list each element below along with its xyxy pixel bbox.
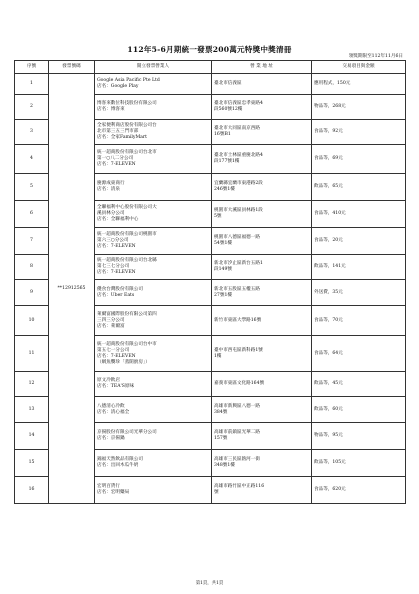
header-invoice-number: 發票號碼 (49, 61, 95, 74)
address-line: 1樓 (214, 353, 222, 359)
row-item-amount: 食品等，64元 (312, 336, 406, 372)
row-seller (95, 255, 212, 280)
address-line: 157號 (214, 436, 228, 441)
seller-line: 統一超商股份有限公司台中市 (97, 341, 157, 347)
row-serial: 11 (15, 336, 49, 372)
row-address (212, 397, 312, 423)
row-address (212, 477, 312, 504)
address-line: 臺中市西屯區新科路1號 (214, 347, 263, 353)
table-header-row (15, 61, 406, 74)
row-item-amount: 應用程式，150元 (312, 74, 406, 95)
row-seller (95, 423, 212, 450)
address-line: 宜蘭縣宜蘭市東港路2段 (214, 181, 263, 186)
row-address (212, 174, 312, 201)
address-line: 新竹市東區大學路16號 (214, 317, 262, 323)
address-line: 高雄市新興區八德一路 (214, 403, 260, 409)
header-serial: 序號 (15, 61, 49, 74)
row-seller (95, 228, 212, 255)
seller-line: 萊爾富國際股份有限公司第四 (97, 311, 157, 317)
row-item-amount: 食品等，92元 (312, 120, 406, 145)
address-line: 246號1樓 (214, 187, 235, 192)
seller-line: 店名：萊爾富 (97, 323, 125, 329)
row-serial: 14 (15, 423, 49, 450)
seller-line: 京揚股份有限公司光華分公司 (97, 430, 157, 435)
seller-line: 統一超商股份有限公司台北市 (97, 150, 157, 155)
row-address (212, 372, 312, 397)
seller-line: 第六三○分公司 (97, 238, 129, 243)
seller-line: （網魚饗珍「蒸開廚房」） (97, 359, 150, 365)
row-item-amount: 食品等，20元 (312, 228, 406, 255)
row-item-amount: 飲品等，141元 (312, 255, 406, 280)
page-footer: 第1頁，共1頁 (195, 581, 224, 586)
row-address (212, 255, 312, 280)
seller-line: 溪員林分公司 (97, 211, 125, 216)
seller-line: Google Asia Pacific Pte Ltd (97, 78, 160, 83)
address-line: 高雄市前鎮區光華二路 (214, 430, 260, 435)
seller-line: 店名：清心福全 (97, 409, 130, 415)
seller-line: 全家便利商店股份有限公司台 (97, 123, 157, 128)
row-item-amount: 飲品等，65元 (312, 174, 406, 201)
address-line: 16號B1 (214, 132, 231, 137)
row-serial: 15 (15, 450, 49, 477)
row-seller (95, 372, 212, 397)
seller-line: 優食台灣股份有限公司 (97, 286, 143, 292)
row-serial: 10 (15, 306, 49, 336)
address-line: 5號 (214, 214, 222, 219)
address-line: 27號1樓 (214, 292, 232, 298)
seller-line: 北市第三五三門市部 (97, 129, 139, 134)
address-line: 54號1樓 (214, 241, 232, 246)
row-serial: 2 (15, 95, 49, 120)
seller-line: 第五七一分公司 (97, 347, 130, 353)
row-seller (95, 95, 212, 120)
row-seller (95, 201, 212, 228)
row-item-amount: 物品等，268元 (312, 95, 406, 120)
seller-line: 八德清心冷飲 (97, 403, 125, 409)
seller-line: 店名：7-ELEVEN (97, 353, 136, 359)
address-line: 348號1樓 (214, 463, 235, 468)
page-title: 112年5-6月期統一發票200萬元特獎中獎清冊 (127, 45, 292, 54)
address-line: 嘉義市東區文化路164號 (214, 381, 265, 386)
row-item-amount: 食品等，410元 (312, 201, 406, 228)
row-serial: 9 (15, 280, 49, 306)
row-seller (95, 120, 212, 145)
row-item-amount: 食品等，620元 (312, 477, 406, 504)
row-address (212, 120, 312, 145)
seller-line: 宏明百貨行 (97, 484, 120, 489)
row-address (212, 280, 312, 306)
address-line: 段149號 (214, 267, 232, 272)
seller-line: 店名：出回木瓜牛奶 (97, 463, 139, 468)
row-item-amount: 食品等，70元 (312, 306, 406, 336)
seller-line: 店名：TEA'S原味 (97, 384, 135, 389)
seller-line: 店名：Uber Eats (97, 292, 135, 298)
row-serial: 3 (15, 120, 49, 145)
row-item-amount: 飲品等，105元 (312, 450, 406, 477)
header-seller: 開立發票營業人 (95, 61, 212, 74)
seller-line: 店名：Google Play (97, 84, 139, 89)
seller-line: 錦福天然飲品有限公司 (97, 457, 143, 462)
row-seller (95, 74, 212, 95)
row-seller (95, 450, 212, 477)
row-serial: 1 (15, 74, 49, 95)
header-item-amount: 交易項目與金額 (312, 61, 406, 74)
seller-line: 店名：全家FamilyMart (97, 135, 147, 140)
seller-line: 統一超商股份有限公司台北縣 (97, 258, 157, 263)
row-address (212, 228, 312, 255)
claim-deadline-note: 領獎期限至112年11月6日 (348, 54, 403, 59)
row-serial: 8 (15, 255, 49, 280)
row-seller (95, 397, 212, 423)
table-row (15, 74, 406, 95)
seller-line: 店名：7-ELEVEN (97, 244, 136, 249)
address-line: 號 (214, 490, 219, 495)
address-line: 桃園市八德區福德一路 (214, 235, 260, 240)
seller-line: 店名：7-ELEVEN (97, 270, 136, 275)
row-serial: 16 (15, 477, 49, 504)
row-address (212, 74, 312, 95)
row-address (212, 145, 312, 174)
seller-line: 統一超商股份有限公司桃園市 (97, 232, 157, 237)
row-seller (95, 174, 212, 201)
seller-line: 店名：宏明藥局 (97, 490, 130, 495)
row-serial: 13 (15, 397, 49, 423)
row-seller (95, 477, 212, 504)
address-line: 高雄市路竹區中正路116 (214, 484, 265, 489)
row-seller (95, 336, 212, 372)
seller-line: 博客來數位科技股份有限公司 (97, 101, 157, 106)
row-item-amount: 食品等，69元 (312, 145, 406, 174)
row-address (212, 306, 312, 336)
address-line: 臺北市士林區重慶北路4 (214, 153, 263, 158)
row-seller (95, 306, 212, 336)
header-address: 營 業 地 址 (212, 61, 312, 74)
row-item-amount: 飲品等，45元 (312, 372, 406, 397)
row-seller (95, 145, 212, 174)
row-address (212, 201, 312, 228)
row-item-amount: 外送費，35元 (312, 280, 406, 306)
row-item-amount: 物品等，95元 (312, 423, 406, 450)
seller-line: 三四三分公司 (97, 317, 125, 323)
address-line: 新北市汐止區新台五路1 (214, 261, 263, 266)
row-serial: 7 (15, 228, 49, 255)
seller-line: 第七三七分公司 (97, 264, 130, 269)
seller-line: 店名：7-ELEVEN (97, 162, 136, 167)
address-line: 高雄市三民區熱河一街 (214, 457, 260, 462)
winners-table (14, 60, 406, 504)
seller-line: 店名：博客來 (97, 107, 125, 112)
row-item-amount: 飲品等，60元 (312, 397, 406, 423)
seller-line: 第一○八二分公司 (97, 156, 134, 161)
address-line: 臺北市信義區 (214, 81, 242, 86)
address-line: 桃園市大溪區員林路1段 (214, 208, 263, 213)
row-serial: 5 (15, 174, 49, 201)
invoice-number: **12912565 (49, 74, 95, 504)
row-serial: 6 (15, 201, 49, 228)
row-serial: 4 (15, 145, 49, 174)
seller-line: 全聯福利中心股份有限公司大 (97, 205, 157, 210)
address-line: 段560號12樓 (214, 107, 243, 112)
address-line: 384號 (214, 409, 228, 415)
seller-line: 慶源成東商行 (97, 181, 125, 186)
seller-line: 原文冷飲店 (97, 378, 120, 383)
address-line: 臺北市大同區南京西路 (214, 126, 260, 131)
row-address (212, 336, 312, 372)
row-address (212, 95, 312, 120)
seller-line: 店名：京揚鍋 (97, 436, 125, 441)
seller-line: 店名：清泉 (97, 187, 120, 192)
address-line: 臺北市信義區忠孝東路4 (214, 101, 263, 106)
row-seller (95, 280, 212, 306)
row-serial: 12 (15, 372, 49, 397)
row-address (212, 423, 312, 450)
seller-line: 店名：全聯福利中心 (97, 217, 139, 222)
address-line: 新北市五股區五權五路 (214, 286, 260, 292)
row-address (212, 450, 312, 477)
address-line: 段177號1樓 (214, 159, 240, 164)
